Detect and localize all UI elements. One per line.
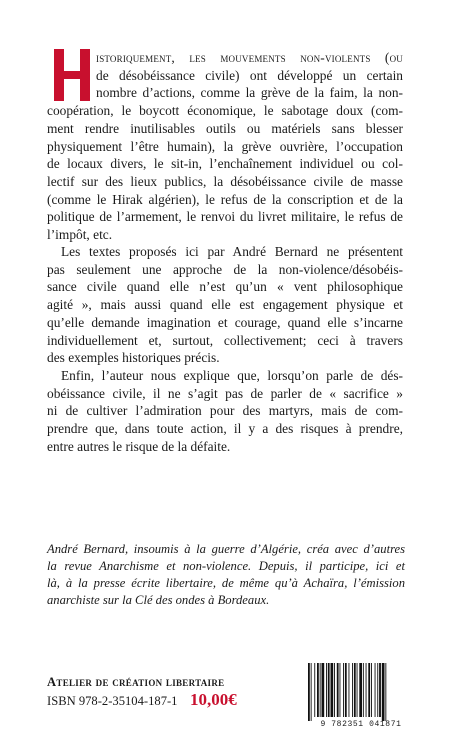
barcode-bar <box>371 663 372 717</box>
barcode-bar <box>382 663 385 721</box>
barcode-bar <box>385 663 386 721</box>
text-line: Enfin, l’auteur nous explique que, lorsqu’on parle de dés- <box>61 368 403 383</box>
text-line: individuellement et, surtout, collectivement; ceci à travers <box>47 332 403 348</box>
barcode-bar <box>359 663 362 717</box>
barcode-bar <box>322 663 325 717</box>
text-line: Les textes proposés ici par André Bernard ne présentent <box>61 244 403 259</box>
text-line: prendre que, dans toute action, il y a des risques à prendre, <box>47 421 403 437</box>
text-line: sance civile quand elle n’est qu’un « vent philosophique <box>47 279 403 295</box>
barcode-bar <box>375 663 376 717</box>
barcode-bar <box>320 663 321 717</box>
barcode-bar <box>326 663 327 717</box>
barcode-number: 9 782351 041871 <box>320 720 402 729</box>
barcode-bar <box>352 663 353 717</box>
barcode-bar <box>308 663 310 721</box>
barcode-bar <box>317 663 319 717</box>
paragraph-2 <box>47 243 403 367</box>
text-line: qu’elle demande imagination et courage, quand elle s’incarne <box>47 314 403 330</box>
text-line: entre autres le risque de la défaite. <box>47 438 231 454</box>
barcode <box>306 663 416 721</box>
barcode-bar <box>366 663 367 717</box>
price: 10,00€ <box>190 690 237 709</box>
text-line: physiquement l’être humain), la grève ouvrière, l’occupation <box>47 138 403 154</box>
barcode-bar <box>337 663 339 717</box>
bio-line: André Bernard, insoumis à la guerre d’Algérie, créa avec d’autres <box>47 542 405 556</box>
barcode-bar <box>334 663 335 717</box>
text-line: de désobéissance civile) ont développé un certain <box>96 67 403 83</box>
text-line: coopération, le boycott économique, le sabotage doux (com- <box>47 103 403 119</box>
text-line: de locaux divers, le sit-in, l’enchaînement individuel ou col- <box>47 156 403 172</box>
text-line: lectif sur des lieux publics, la désobéissance civile de masse <box>47 173 403 189</box>
text-line: pas seulement une approche de la non-violence/désobéis- <box>47 261 403 277</box>
paragraph-1 <box>47 49 403 244</box>
author-bio <box>47 541 405 609</box>
text-line: ni de cultiver l’admiration pour des martyrs, mais de com- <box>47 403 403 419</box>
text-line: ment rendre inutilisables outils ou matériels sans blesser <box>47 120 403 136</box>
text-line: l’impôt, etc. <box>47 227 113 243</box>
barcode-bar <box>343 663 344 717</box>
bio-line: là, à la presse écrite libertaire, de même qu’à Achaïra, l’émission <box>47 576 405 590</box>
barcode-bar <box>349 663 350 717</box>
barcode-bar <box>357 663 358 717</box>
paragraph-3 <box>47 367 403 456</box>
barcode-bar <box>377 663 378 717</box>
barcode-bar <box>363 663 364 717</box>
barcode-bar <box>354 663 356 717</box>
publisher-name: Atelier de création libertaire <box>47 675 225 689</box>
bio-line: anarchiste sur la Clé des ondes à Bordeaux. <box>47 593 270 607</box>
text-line: istoriquement, les mouvements non-violents (ou <box>96 50 403 65</box>
text-line: (comme le Hirak algérien), le refus de la conscription et de la <box>47 191 403 207</box>
text-line: nombre d’actions, comme la grève de la faim, la non- <box>96 85 403 101</box>
barcode-bar <box>311 663 312 721</box>
barcode-bar <box>379 663 381 717</box>
text-line: des exemples historiques précis. <box>47 350 220 366</box>
barcode-bar <box>328 663 330 717</box>
isbn: ISBN 978-2-35104-187-1 <box>47 694 178 708</box>
barcode-bar <box>314 663 315 717</box>
text-line: politique de l’armement, le renvoi du livret militaire, le refus de <box>47 209 403 225</box>
barcode-bar <box>345 663 347 717</box>
bio-line: la revue Anarchisme et non-violence. Depuis, il participe, ici et <box>47 559 405 573</box>
barcode-bar <box>331 663 334 717</box>
text-line: agité », mais aussi quand elle est engagement physique et <box>47 297 403 313</box>
text-line: obéissance civile, il ne s’agit pas de parler de « sacrifice » <box>47 385 403 401</box>
barcode-bar <box>368 663 370 717</box>
barcode-bar <box>340 663 341 717</box>
